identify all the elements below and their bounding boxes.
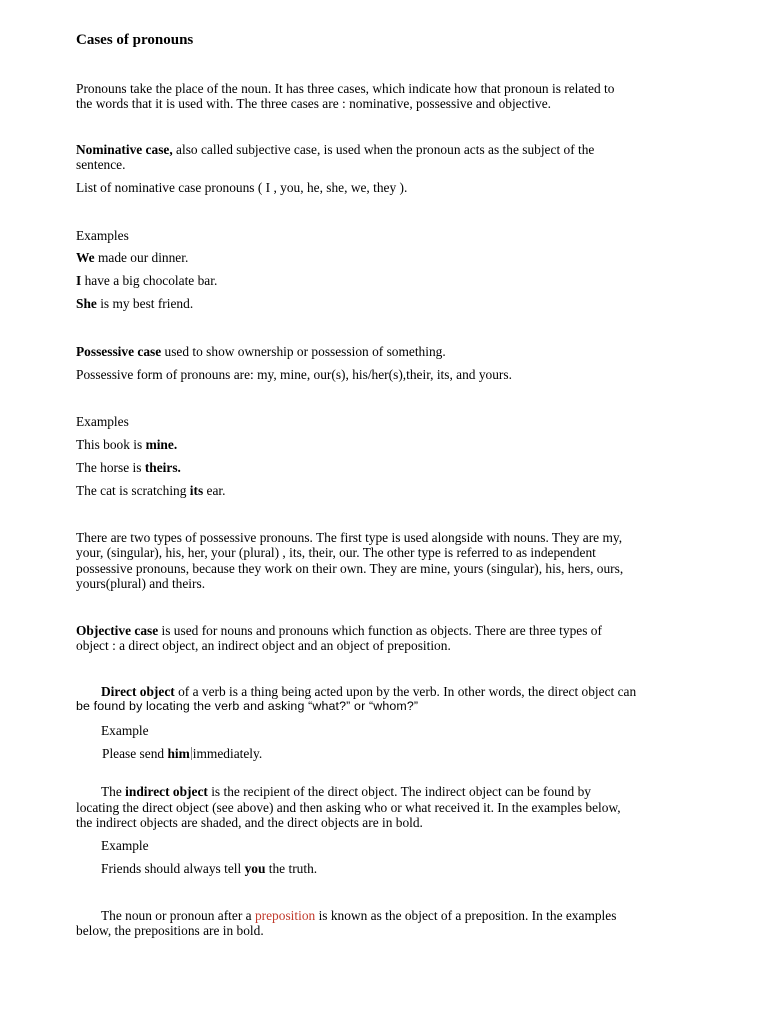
indirect-object-example: Friends should always tell you the truth. — [101, 861, 318, 876]
nominative-definition: Nominative case, also called subjective case, is used when the pronoun acts as the subject of the — [76, 142, 595, 157]
possessive-term: Possessive case — [76, 344, 162, 359]
possessive-example: This book is mine. — [76, 437, 178, 452]
nominative-term: Nominative case, — [76, 142, 173, 157]
possessive-examples-heading: Examples — [76, 414, 129, 429]
preposition-link[interactable]: preposition — [254, 908, 316, 923]
nominative-list: List of nominative case pronouns ( I , you, he, she, we, they ). — [76, 180, 408, 195]
nominative-example: I have a big chocolate bar. — [76, 273, 218, 288]
intro-line-1: Pronouns take the place of the noun. It has three cases, which indicate how that pronoun is related to — [76, 81, 615, 96]
page-title: Cases of pronouns — [76, 32, 194, 48]
objective-definition-cont: object : a direct object, an indirect object and an object of preposition. — [76, 638, 451, 653]
direct-object-definition-cont: be found by locating the verb and asking “what?” or “whom?” — [76, 699, 419, 713]
preposition-object-definition-cont: below, the prepositions are in bold. — [76, 923, 264, 938]
possessive-example: The cat is scratching its ear. — [76, 483, 226, 498]
indirect-object-definition: The indirect object is the recipient of the direct object. The indirect object can be found by — [101, 784, 591, 799]
nominative-definition-cont: sentence. — [76, 157, 126, 172]
objective-definition: Objective case is used for nouns and pronouns which function as objects. There are three types of — [76, 623, 602, 638]
direct-object-definition: Direct object of a verb is a thing being acted upon by the verb. In other words, the direct object can — [101, 684, 637, 699]
intro-line-2: the words that it is used with. The three cases are : nominative, possessive and objective. — [76, 96, 552, 111]
direct-object-term: Direct object — [101, 684, 175, 699]
possessive-types-line-3: possessive pronouns, because they work on their own. They are mine, yours (singular), his, hers, ours, — [76, 561, 624, 576]
preposition-object-definition: The noun or pronoun after a preposition is known as the object of a preposition. In the examples — [101, 908, 617, 923]
indirect-object-definition-cont: the indirect objects are shaded, and the direct objects are in bold. — [76, 815, 423, 830]
possessive-types-line-2: your, (singular), his, her, your (plural) , its, their, our. The other type is referred to as independent — [76, 545, 596, 560]
possessive-example: The horse is theirs. — [76, 460, 181, 475]
indirect-object-definition-cont: locating the direct object (see above) and then asking who or what received it. In the examples below, — [76, 800, 621, 815]
possessive-types-line-4: yours(plural) and theirs. — [76, 576, 206, 591]
indirect-object-term: indirect object — [125, 784, 208, 799]
direct-object-example-heading: Example — [101, 723, 149, 738]
nominative-example: She is my best friend. — [76, 296, 194, 311]
direct-object-example: Please send him immediately. — [102, 746, 263, 761]
nominative-examples-heading: Examples — [76, 228, 129, 243]
indirect-object-example-heading: Example — [101, 838, 149, 853]
objective-term: Objective case — [76, 623, 159, 638]
text-cursor — [191, 747, 192, 760]
possessive-types-line-1: There are two types of possessive pronouns. The first type is used alongside with nouns. They are my, — [76, 530, 623, 545]
nominative-example: We made our dinner. — [76, 250, 189, 265]
possessive-definition: Possessive case used to show ownership or possession of something. — [76, 344, 446, 359]
possessive-forms: Possessive form of pronouns are: my, mine, our(s), his/her(s),their, its, and yours. — [76, 367, 512, 382]
